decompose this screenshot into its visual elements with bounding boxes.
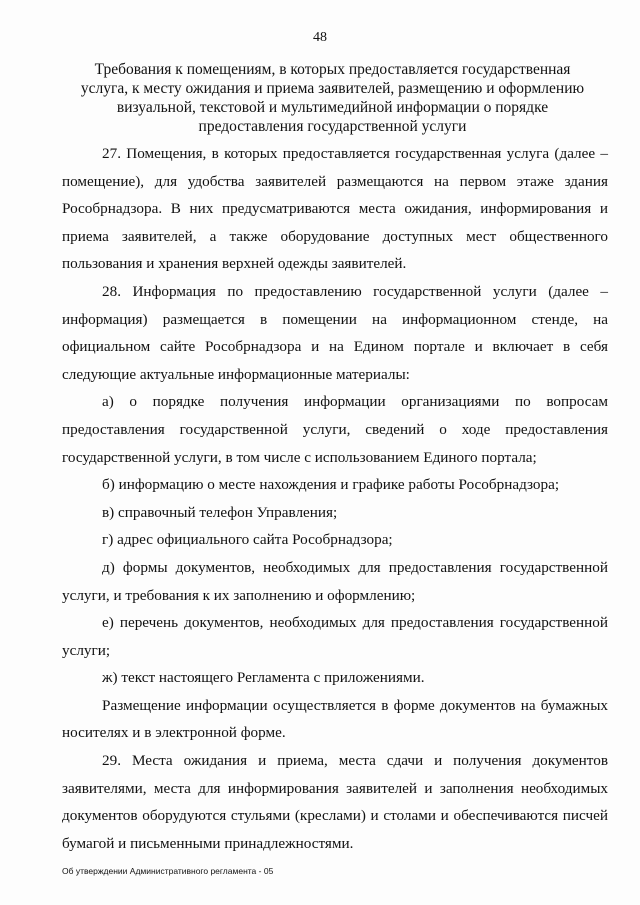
list-item-e: е) перечень документов, необходимых для предоставления государственной услуги; — [62, 614, 608, 659]
section-heading: Требования к помещениям, в которых предоставляется государственная услуга, к месту ожидания и приема заявителей, размещению и оформлению визуальной, текстовой и мультимедийной информации о порядке предоставления государственной услуги — [80, 61, 585, 135]
paragraph-28: 28. Информация по предоставлению государственной услуги (далее – информация) размещается в помещении на информационном стенде, на официальном сайте Рособрнадзора и на Едином портале и включает в себя следующие актуальные информационные материалы: — [62, 282, 608, 383]
list-item-b: б) информацию о месте нахождения и графике работы Рособрнадзора; — [102, 476, 560, 494]
paragraph-29: 29. Места ожидания и приема, места сдачи и получения документов заявителями, места для информирования заявителей и заполнения необходимых документов оборудуются стульями (креслами) и столами и обеспечиваются писчей бумагой и письменными принадлежностями. — [62, 752, 608, 852]
paragraph-27: 27. Помещения, в которых предоставляется государственная услуга (далее – помещение), для удобства заявителей размещаются на первом этаже здания Рособрнадзора. В них предусматриваются места ожидания, информирования и приема заявителей, а также оборудование доступных мест общественного пользования и хранения верхней одежды заявителей. — [62, 145, 608, 273]
footer-note: Об утверждении Административного регламента - 05 — [62, 866, 274, 876]
page-number: 48 — [313, 30, 327, 45]
list-item-a: а) о порядке получения информации организациями по вопросам предоставления государственной услуги, сведений о ходе предоставления государственной услуги, в том числе с использованием Единого портала; — [62, 393, 608, 466]
list-item-v: в) справочный телефон Управления; — [102, 503, 338, 521]
list-item-d: д) формы документов, необходимых для предоставления государственной услуги, и требования к их заполнению и оформлению; — [62, 558, 608, 604]
paragraph-placement: Размещение информации осуществляется в форме документов на бумажных носителях и в электронной форме. — [62, 696, 608, 742]
list-item-g: г) адрес официального сайта Рособрнадзора; — [102, 531, 393, 549]
list-item-zh: ж) текст настоящего Регламента с приложениями. — [102, 669, 425, 687]
document-body — [62, 140, 608, 857]
